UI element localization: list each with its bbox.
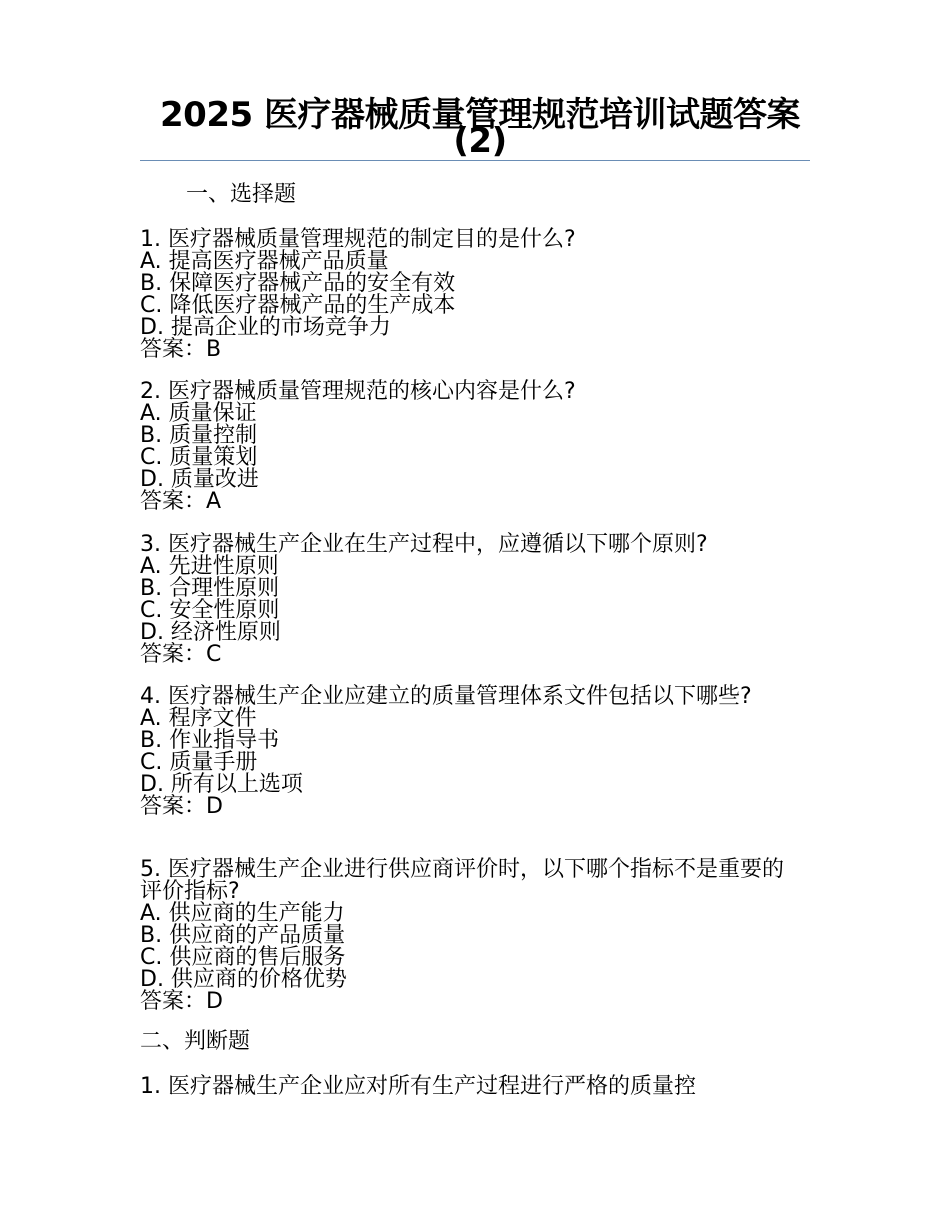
option-a: A. 提高医疗器械产品质量 — [140, 249, 389, 274]
option-a: A. 质量保证 — [140, 401, 257, 426]
option-c: C. 降低医疗器械产品的生产成本 — [140, 293, 456, 318]
answer-label: 答案：C — [140, 642, 222, 667]
answer-label: 答案：D — [140, 794, 223, 819]
question-block — [140, 686, 800, 818]
option-d: D. 质量改进 — [140, 467, 259, 492]
section-heading-judge: 二、判断题 — [140, 1029, 251, 1054]
option-b: B. 供应商的产品质量 — [140, 923, 346, 948]
judge-question-block — [140, 1076, 800, 1098]
option-b: B. 保障医疗器械产品的安全有效 — [140, 271, 456, 296]
title-divider — [140, 160, 810, 161]
question-stem: 5. 医疗器械生产企业进行供应商评价时，以下哪个指标不是重要的评价指标? — [140, 857, 784, 904]
option-b: B. 质量控制 — [140, 423, 258, 448]
option-c: C. 安全性原则 — [140, 598, 280, 623]
question-stem: 1. 医疗器械生产企业应对所有生产过程进行严格的质量控 — [140, 1074, 696, 1099]
option-c: C. 质量策划 — [140, 445, 258, 470]
option-d: D. 供应商的价格优势 — [140, 967, 347, 992]
question-stem: 3. 医疗器械生产企业在生产过程中，应遵循以下哪个原则? — [140, 532, 708, 557]
option-d: D. 经济性原则 — [140, 620, 281, 645]
option-c: C. 质量手册 — [140, 750, 258, 775]
question-block — [140, 859, 800, 1013]
answer-label: 答案：D — [140, 989, 223, 1014]
option-b: B. 合理性原则 — [140, 576, 280, 601]
option-a: A. 先进性原则 — [140, 554, 279, 579]
document-title: 2025 医疗器械质量管理规范培训试题答案(2) — [160, 95, 800, 161]
question-block — [140, 229, 800, 361]
answer-label: 答案：B — [140, 337, 222, 362]
option-c: C. 供应商的售后服务 — [140, 945, 346, 970]
option-a: A. 供应商的生产能力 — [140, 901, 345, 926]
option-b: B. 作业指导书 — [140, 728, 280, 753]
option-d: D. 提高企业的市场竞争力 — [140, 315, 391, 340]
question-block — [140, 534, 800, 666]
question-stem: 1. 医疗器械质量管理规范的制定目的是什么? — [140, 227, 576, 252]
option-a: A. 程序文件 — [140, 706, 257, 731]
question-stem: 4. 医疗器械生产企业应建立的质量管理体系文件包括以下哪些? — [140, 684, 752, 709]
question-stem: 2. 医疗器械质量管理规范的核心内容是什么? — [140, 379, 576, 404]
section-heading-choice: 一、选择题 — [186, 182, 297, 207]
question-block — [140, 381, 800, 513]
option-d: D. 所有以上选项 — [140, 772, 303, 797]
answer-label: 答案：A — [140, 489, 222, 514]
